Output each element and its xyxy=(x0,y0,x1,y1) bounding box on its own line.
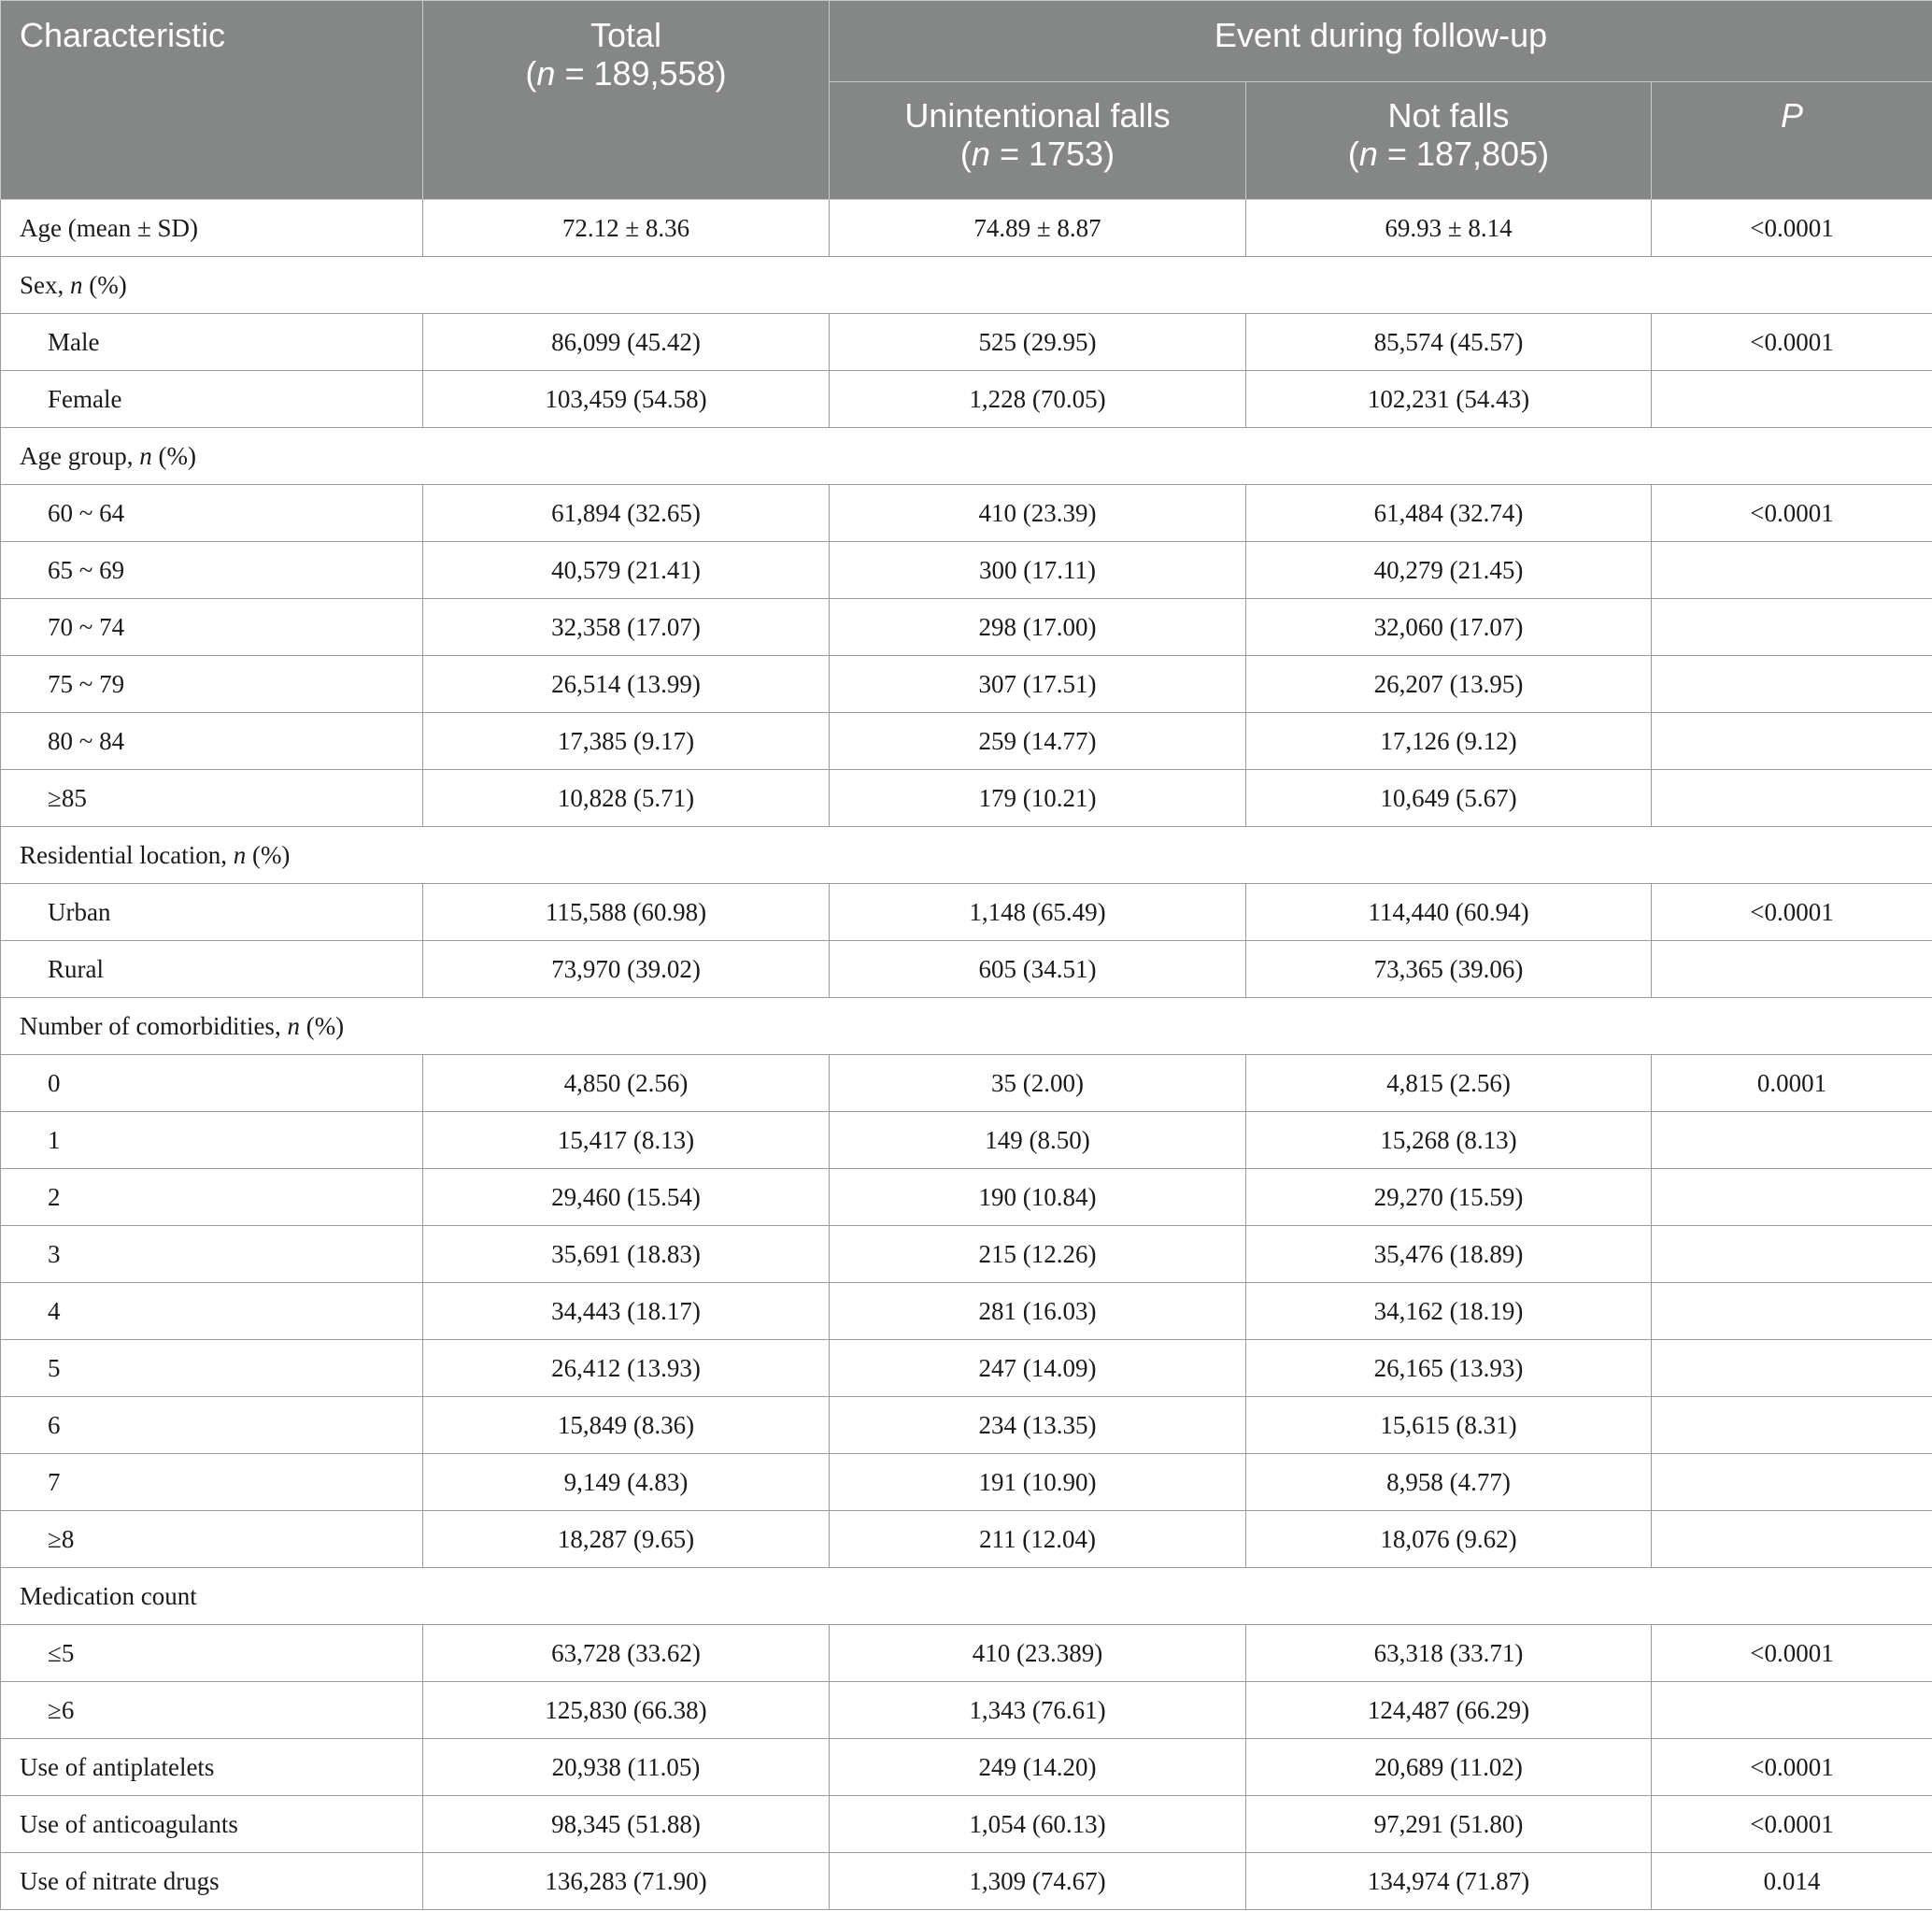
cell-p xyxy=(1652,1511,1932,1568)
cell-not-falls: 32,060 (17.07) xyxy=(1246,599,1652,656)
cell-falls: 215 (12.26) xyxy=(830,1226,1246,1283)
header-notfalls-label: Not falls xyxy=(1387,96,1510,135)
row-label: 6 xyxy=(1,1397,423,1454)
row-label: Use of antiplatelets xyxy=(1,1739,423,1796)
table-row xyxy=(1,314,1932,371)
header-event-group xyxy=(830,1,1932,82)
cell-falls: 234 (13.35) xyxy=(830,1397,1246,1454)
cell-falls: 249 (14.20) xyxy=(830,1739,1246,1796)
table-body xyxy=(1,200,1932,1910)
table-row xyxy=(1,1853,1932,1910)
cell-not-falls: 124,487 (66.29) xyxy=(1246,1682,1652,1739)
table-row xyxy=(1,1055,1932,1112)
cell-total: 72.12 ± 8.36 xyxy=(423,200,830,257)
header-not-falls xyxy=(1246,82,1652,200)
header-notfalls-n xyxy=(1246,135,1651,173)
cell-total: 26,514 (13.99) xyxy=(423,656,830,713)
section-row xyxy=(1,257,1932,314)
cell-p: <0.0001 xyxy=(1652,1625,1932,1682)
cell-not-falls: 102,231 (54.43) xyxy=(1246,371,1652,428)
cell-falls: 74.89 ± 8.87 xyxy=(830,200,1246,257)
header-falls-n-value: = 1753) xyxy=(989,135,1115,173)
cell-total: 98,345 (51.88) xyxy=(423,1796,830,1853)
row-label: ≥8 xyxy=(1,1511,423,1568)
row-label: Rural xyxy=(1,941,423,998)
row-label: Urban xyxy=(1,884,423,941)
cell-not-falls: 17,126 (9.12) xyxy=(1246,713,1652,770)
cell-falls: 1,309 (74.67) xyxy=(830,1853,1246,1910)
cell-total: 40,579 (21.41) xyxy=(423,542,830,599)
section-row xyxy=(1,1568,1932,1625)
row-label: 60 ~ 64 xyxy=(1,485,423,542)
cell-falls: 300 (17.11) xyxy=(830,542,1246,599)
cell-not-falls: 8,958 (4.77) xyxy=(1246,1454,1652,1511)
cell-not-falls: 69.93 ± 8.14 xyxy=(1246,200,1652,257)
table-row xyxy=(1,1169,1932,1226)
section-row xyxy=(1,998,1932,1055)
row-label: Use of anticoagulants xyxy=(1,1796,423,1853)
cell-not-falls: 97,291 (51.80) xyxy=(1246,1796,1652,1853)
cell-p xyxy=(1652,770,1932,827)
cell-total: 15,417 (8.13) xyxy=(423,1112,830,1169)
header-notfalls-n-var: n xyxy=(1358,135,1378,173)
cell-falls: 410 (23.389) xyxy=(830,1625,1246,1682)
cell-falls: 259 (14.77) xyxy=(830,713,1246,770)
cell-not-falls: 114,440 (60.94) xyxy=(1246,884,1652,941)
header-falls-n-prefix: ( xyxy=(959,135,972,173)
cell-p xyxy=(1652,371,1932,428)
cell-falls: 1,228 (70.05) xyxy=(830,371,1246,428)
header-total-n xyxy=(423,54,829,93)
section-row xyxy=(1,428,1932,485)
cell-p: <0.0001 xyxy=(1652,314,1932,371)
table-row xyxy=(1,1511,1932,1568)
section-label-sex xyxy=(1,257,1932,314)
cell-falls: 211 (12.04) xyxy=(830,1511,1246,1568)
cell-falls: 525 (29.95) xyxy=(830,314,1246,371)
table-header xyxy=(1,1,1932,200)
table-row xyxy=(1,1796,1932,1853)
header-p-value xyxy=(1652,82,1932,200)
cell-p xyxy=(1652,1682,1932,1739)
cell-p: <0.0001 xyxy=(1652,1796,1932,1853)
cell-p xyxy=(1652,656,1932,713)
table-row xyxy=(1,713,1932,770)
row-label: Male xyxy=(1,314,423,371)
row-label: Use of nitrate drugs xyxy=(1,1853,423,1910)
cell-p xyxy=(1652,1226,1932,1283)
cell-falls: 410 (23.39) xyxy=(830,485,1246,542)
header-notfalls-n-value: = 187,805) xyxy=(1377,135,1550,173)
row-label: ≤5 xyxy=(1,1625,423,1682)
row-label: 4 xyxy=(1,1283,423,1340)
cell-total: 103,459 (54.58) xyxy=(423,371,830,428)
cell-total: 9,149 (4.83) xyxy=(423,1454,830,1511)
table-row xyxy=(1,941,1932,998)
cell-falls: 1,343 (76.61) xyxy=(830,1682,1246,1739)
section-label-suffix: (%) xyxy=(151,441,196,470)
cell-not-falls: 10,649 (5.67) xyxy=(1246,770,1652,827)
section-label-suffix: (%) xyxy=(82,270,127,299)
cell-total: 29,460 (15.54) xyxy=(423,1169,830,1226)
section-label-suffix: (%) xyxy=(246,840,291,869)
row-label: 70 ~ 74 xyxy=(1,599,423,656)
cell-p: <0.0001 xyxy=(1652,200,1932,257)
table-row xyxy=(1,1682,1932,1739)
section-row xyxy=(1,827,1932,884)
cell-falls: 1,054 (60.13) xyxy=(830,1796,1246,1853)
header-total-label: Total xyxy=(590,16,662,54)
cell-falls: 190 (10.84) xyxy=(830,1169,1246,1226)
row-label: 7 xyxy=(1,1454,423,1511)
cell-total: 32,358 (17.07) xyxy=(423,599,830,656)
table-row xyxy=(1,485,1932,542)
cell-not-falls: 4,815 (2.56) xyxy=(1246,1055,1652,1112)
header-total xyxy=(423,1,830,200)
cell-p xyxy=(1652,941,1932,998)
table-row xyxy=(1,542,1932,599)
cell-falls: 191 (10.90) xyxy=(830,1454,1246,1511)
cell-not-falls: 73,365 (39.06) xyxy=(1246,941,1652,998)
header-total-n-prefix: ( xyxy=(525,54,537,93)
table-row xyxy=(1,371,1932,428)
cell-falls: 605 (34.51) xyxy=(830,941,1246,998)
cell-falls: 1,148 (65.49) xyxy=(830,884,1246,941)
cell-not-falls: 134,974 (71.87) xyxy=(1246,1853,1652,1910)
table-row xyxy=(1,1739,1932,1796)
table-row xyxy=(1,656,1932,713)
cell-falls: 179 (10.21) xyxy=(830,770,1246,827)
cell-not-falls: 40,279 (21.45) xyxy=(1246,542,1652,599)
cell-p xyxy=(1652,1283,1932,1340)
cell-not-falls: 26,165 (13.93) xyxy=(1246,1340,1652,1397)
cell-not-falls: 63,318 (33.71) xyxy=(1246,1625,1652,1682)
section-label-var: n xyxy=(287,1011,300,1040)
cell-falls: 281 (16.03) xyxy=(830,1283,1246,1340)
cell-not-falls: 35,476 (18.89) xyxy=(1246,1226,1652,1283)
cell-falls: 35 (2.00) xyxy=(830,1055,1246,1112)
section-label-residence xyxy=(1,827,1932,884)
table-row xyxy=(1,1226,1932,1283)
cell-not-falls: 26,207 (13.95) xyxy=(1246,656,1652,713)
cell-total: 136,283 (71.90) xyxy=(423,1853,830,1910)
cell-total: 18,287 (9.65) xyxy=(423,1511,830,1568)
header-falls-label: Unintentional falls xyxy=(904,96,1171,135)
cell-p xyxy=(1652,542,1932,599)
header-falls-n-var: n xyxy=(971,135,990,173)
table-row xyxy=(1,884,1932,941)
section-label-text: Number of comorbidities, xyxy=(20,1011,288,1040)
section-label-var: n xyxy=(233,840,247,869)
cell-falls: 149 (8.50) xyxy=(830,1112,1246,1169)
cell-p: <0.0001 xyxy=(1652,1739,1932,1796)
row-label: 1 xyxy=(1,1112,423,1169)
row-label: ≥85 xyxy=(1,770,423,827)
cell-not-falls: 85,574 (45.57) xyxy=(1246,314,1652,371)
table-row xyxy=(1,1454,1932,1511)
table-row xyxy=(1,1397,1932,1454)
header-notfalls-n-prefix: ( xyxy=(1347,135,1359,173)
cell-not-falls: 34,162 (18.19) xyxy=(1246,1283,1652,1340)
row-label: 3 xyxy=(1,1226,423,1283)
cell-p xyxy=(1652,1169,1932,1226)
header-event-group-label: Event during follow-up xyxy=(1214,16,1548,54)
cell-p: <0.0001 xyxy=(1652,884,1932,941)
table-row xyxy=(1,1340,1932,1397)
cell-total: 125,830 (66.38) xyxy=(423,1682,830,1739)
cell-not-falls: 29,270 (15.59) xyxy=(1246,1169,1652,1226)
table-row xyxy=(1,1112,1932,1169)
row-label: Female xyxy=(1,371,423,428)
table-row xyxy=(1,599,1932,656)
row-label: 75 ~ 79 xyxy=(1,656,423,713)
header-characteristic xyxy=(1,1,423,200)
cell-total: 115,588 (60.98) xyxy=(423,884,830,941)
row-label: 0 xyxy=(1,1055,423,1112)
cell-p xyxy=(1652,1340,1932,1397)
cell-p: 0.014 xyxy=(1652,1853,1932,1910)
cell-total: 34,443 (18.17) xyxy=(423,1283,830,1340)
cell-falls: 247 (14.09) xyxy=(830,1340,1246,1397)
cell-total: 4,850 (2.56) xyxy=(423,1055,830,1112)
cell-total: 15,849 (8.36) xyxy=(423,1397,830,1454)
cell-not-falls: 61,484 (32.74) xyxy=(1246,485,1652,542)
cell-p xyxy=(1652,1454,1932,1511)
header-unintentional-falls xyxy=(830,82,1246,200)
cell-total: 61,894 (32.65) xyxy=(423,485,830,542)
row-label: 2 xyxy=(1,1169,423,1226)
cell-total: 86,099 (45.42) xyxy=(423,314,830,371)
header-falls-n xyxy=(830,135,1245,173)
table-row xyxy=(1,770,1932,827)
cell-p xyxy=(1652,713,1932,770)
cell-p xyxy=(1652,599,1932,656)
section-label-text: Sex, xyxy=(20,270,70,299)
cell-p: 0.0001 xyxy=(1652,1055,1932,1112)
table-row xyxy=(1,200,1932,257)
cell-total: 17,385 (9.17) xyxy=(423,713,830,770)
row-label: 5 xyxy=(1,1340,423,1397)
cell-not-falls: 20,689 (11.02) xyxy=(1246,1739,1652,1796)
section-label-var: n xyxy=(139,441,152,470)
section-label-age-group xyxy=(1,428,1932,485)
section-label-medication: Medication count xyxy=(1,1568,1932,1625)
section-label-text: Residential location, xyxy=(20,840,234,869)
cell-p xyxy=(1652,1112,1932,1169)
header-total-n-value: = 189,558) xyxy=(555,54,727,93)
row-label: ≥6 xyxy=(1,1682,423,1739)
cell-falls: 307 (17.51) xyxy=(830,656,1246,713)
row-label: Age (mean ± SD) xyxy=(1,200,423,257)
cell-total: 26,412 (13.93) xyxy=(423,1340,830,1397)
section-label-text: Age group, xyxy=(20,441,140,470)
row-label: 80 ~ 84 xyxy=(1,713,423,770)
cell-total: 63,728 (33.62) xyxy=(423,1625,830,1682)
header-characteristic-label: Characteristic xyxy=(20,16,226,54)
table-row xyxy=(1,1625,1932,1682)
section-label-suffix: (%) xyxy=(299,1011,345,1040)
cell-total: 20,938 (11.05) xyxy=(423,1739,830,1796)
section-label-var: n xyxy=(70,270,83,299)
cell-p xyxy=(1652,1397,1932,1454)
header-total-n-var: n xyxy=(536,54,556,93)
table-row xyxy=(1,1283,1932,1340)
cell-not-falls: 15,615 (8.31) xyxy=(1246,1397,1652,1454)
cell-total: 35,691 (18.83) xyxy=(423,1226,830,1283)
row-label: 65 ~ 69 xyxy=(1,542,423,599)
cell-total: 73,970 (39.02) xyxy=(423,941,830,998)
cell-p: <0.0001 xyxy=(1652,485,1932,542)
cell-not-falls: 18,076 (9.62) xyxy=(1246,1511,1652,1568)
header-p-label: P xyxy=(1781,96,1804,135)
cell-falls: 298 (17.00) xyxy=(830,599,1246,656)
cell-not-falls: 15,268 (8.13) xyxy=(1246,1112,1652,1169)
cell-total: 10,828 (5.71) xyxy=(423,770,830,827)
section-label-comorbidities xyxy=(1,998,1932,1055)
